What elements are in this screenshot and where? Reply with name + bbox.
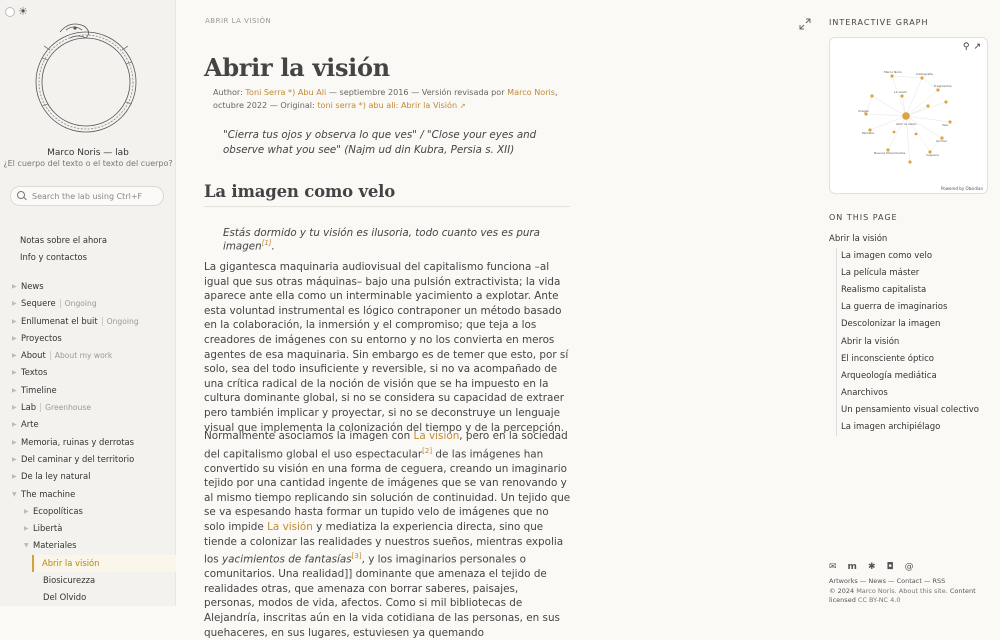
graph-label: Ceguera <box>926 153 939 157</box>
p2-italic: yacimientos de fantasías <box>221 553 352 566</box>
quote-text: Estás dormido y tu visión es ilusoria, todo cuanto ves es pura imagen <box>223 227 540 253</box>
tree-label: Textos <box>21 367 48 378</box>
theme-toggle[interactable] <box>5 6 31 18</box>
tree-tag: About my work <box>50 351 113 360</box>
toc-item[interactable]: Abrir la visión <box>841 336 900 347</box>
section-heading: La imagen como velo <box>204 182 396 201</box>
tree-tag: Ongoing <box>60 299 97 308</box>
site-subtitle: ¿El cuerpo del texto o el texto del cuerpo? <box>3 159 173 168</box>
graph-label: Fragmentos <box>934 84 952 88</box>
graph-label: Archivo <box>936 139 948 143</box>
graph-label: Marco Noris <box>884 70 902 74</box>
original-link[interactable]: toni serra *) abu ali: Abrir la Visión <box>317 100 458 110</box>
external-link-icon: ↗ <box>459 102 466 110</box>
nav-link-info[interactable]: Info y contactos <box>20 252 87 262</box>
graph-label: Abrir la visión <box>896 122 917 126</box>
tree-item-ecopoliticas[interactable] <box>0 503 176 520</box>
tree-item-del-olvido[interactable] <box>0 589 176 606</box>
tree-label: News <box>21 281 44 291</box>
search-icon <box>17 191 27 201</box>
chevron-right-icon: ▶ <box>12 455 17 463</box>
graph-global-icon[interactable]: ⚲ <box>962 42 970 52</box>
graph-label: Velo <box>942 123 949 127</box>
nav-link-notas[interactable]: Notas sobre el ahora <box>20 235 107 245</box>
internal-link[interactable]: La visión <box>413 430 460 442</box>
toc-item[interactable]: La imagen como velo <box>841 251 933 262</box>
threads-icon[interactable]: @ <box>904 562 914 572</box>
license-text: Content licensed <box>829 587 976 604</box>
footnote-ref[interactable]: [2] <box>422 446 433 455</box>
tree-item-materiales[interactable] <box>0 537 176 554</box>
author-link[interactable]: Toni Serra *) Abu Ali <box>245 87 327 97</box>
tree-label: Del Olvido <box>43 592 87 603</box>
toc-item[interactable]: Anarchivos <box>841 387 888 398</box>
toc-sublist <box>836 248 994 436</box>
tree-item-timeline[interactable] <box>0 382 176 399</box>
toc-heading: ON THIS PAGE <box>829 213 898 222</box>
p2-text: Normalmente asociamos la imagen con <box>204 430 411 442</box>
tree-item-machine[interactable] <box>0 486 176 503</box>
footer-about[interactable]: . About this site. <box>894 587 948 595</box>
section-quote: Estás dormido y tu visión es ilusoria, todo cuanto ves es pura imagen[1]. <box>223 227 540 253</box>
tree-label: Arte <box>21 419 39 430</box>
heading-divider <box>204 206 570 207</box>
graph-label: Imagen <box>858 109 870 113</box>
interactive-graph[interactable] <box>829 37 988 194</box>
p2-text: , pero en la sociedad del capitalismo global el uso espectacular <box>204 430 568 461</box>
chevron-right-icon: ▶ <box>12 404 17 412</box>
article-meta <box>213 86 583 113</box>
graph-tools <box>963 42 981 52</box>
chevron-right-icon: ▶ <box>12 438 17 446</box>
graph-label: Nuevos Movimientos <box>874 151 906 155</box>
mastodon-icon[interactable]: m <box>847 562 857 572</box>
tree-label: Memoria, ruinas y derrotas <box>21 436 134 447</box>
chevron-right-icon: ▶ <box>24 525 29 533</box>
tree-item-lab[interactable] <box>0 399 176 416</box>
chevron-right-icon: ▶ <box>24 507 29 515</box>
page-title: Abrir la visión <box>204 53 390 82</box>
tree-label: Lab <box>21 402 37 413</box>
chevron-down-icon: ▼ <box>24 542 29 550</box>
toc-item-root[interactable]: Abrir la visión <box>829 234 888 244</box>
footer-links[interactable]: Artworks — News — Contact — RSS <box>829 577 946 585</box>
tree-label: Abrir la visión <box>42 557 100 568</box>
table-of-contents <box>829 231 994 436</box>
graph-heading: INTERACTIVE GRAPH <box>829 18 929 27</box>
footer-copyright <box>829 587 994 604</box>
instagram-icon[interactable]: ◘ <box>886 562 894 572</box>
tree-tag: Greenhouse <box>40 403 91 412</box>
tree-label: Enllumenat el buit <box>21 315 98 326</box>
graph-node-current <box>902 112 910 120</box>
tree-label: Sequere <box>21 298 56 309</box>
footer-author[interactable]: Marco Noris <box>856 587 895 595</box>
date-text: — septiembre 2016 — Versión revisada por <box>328 87 505 97</box>
p2-text: y mediatiza la experiencia directa, sino que tiende a colonizar las realidades y nuestros sueños, mientras expolia los <box>204 521 564 566</box>
tree-item-caminar[interactable] <box>0 451 176 468</box>
copyright-text: © 2024 <box>829 587 855 595</box>
tree-tag: Ongoing <box>102 317 139 326</box>
graph-canvas[interactable] <box>830 38 989 195</box>
graph-label: La visión <box>894 90 908 94</box>
tree-label: Ecopolíticas <box>33 505 83 516</box>
graph-expand-icon[interactable]: ↗ <box>973 42 981 52</box>
mail-icon[interactable]: ✉ <box>829 562 837 572</box>
paragraph-2 <box>204 429 572 640</box>
tree-item-liberta[interactable] <box>0 520 176 537</box>
chevron-right-icon: ▶ <box>12 369 17 377</box>
graph-label: Pantalla <box>862 131 874 135</box>
tree-item-enllumenat[interactable] <box>0 313 176 330</box>
toggle-dot <box>5 7 15 17</box>
tree-item-biosicurezza[interactable] <box>0 572 176 589</box>
search-input[interactable] <box>32 192 162 201</box>
tree-item-about[interactable] <box>0 347 176 364</box>
toc-item[interactable]: La guerra de imaginarios <box>841 302 948 313</box>
chevron-right-icon: ▶ <box>12 300 17 308</box>
search-box[interactable] <box>10 186 164 206</box>
social-icons <box>829 560 994 574</box>
tree-item-memoria[interactable] <box>0 434 176 451</box>
tree-item-proyectos[interactable] <box>0 330 176 347</box>
article <box>177 0 817 639</box>
tree-label: De la ley natural <box>21 471 91 482</box>
tree-label: Materiales <box>33 540 77 551</box>
tree-label: About <box>21 350 46 361</box>
asterisk-icon[interactable]: ✱ <box>867 562 876 572</box>
right-panel <box>829 0 1000 606</box>
footnote-ref[interactable]: [3] <box>351 552 362 561</box>
chevron-right-icon: ▶ <box>12 473 17 481</box>
chevron-right-icon: ▶ <box>12 352 17 360</box>
chevron-right-icon: ▶ <box>12 283 17 290</box>
license-link[interactable]: CC BY-NC 4.0 <box>857 595 901 604</box>
ouroboros-logo[interactable] <box>30 20 142 138</box>
sun-icon: ☀ <box>18 5 28 18</box>
toc-item[interactable]: La película máster <box>841 268 920 279</box>
chevron-right-icon: ▶ <box>12 386 17 394</box>
chevron-right-icon: ▶ <box>12 421 17 429</box>
toc-item[interactable]: Un pensamiento visual colectivo <box>841 404 979 415</box>
expand-icon[interactable] <box>799 18 811 30</box>
tree-label: The machine <box>21 488 76 499</box>
sidebar-nav <box>0 232 176 607</box>
tree-label: Proyectos <box>21 332 62 343</box>
site-title[interactable]: Marco Noris — lab <box>47 148 129 158</box>
toc-item[interactable]: Descolonizar la imagen <box>841 319 941 330</box>
paragraph-1: La gigantesca maquinaria audiovisual del capitalismo funciona –al igual que sus otras máquinas– bajo una pulsión extractivista; la vida aparece ante ella como un interminable yacimiento a explotar. Ante esta voluntad instrumental es lógico contraponer un método basado en la colaboración, la inmersión y el compromiso; que teja a los creadores de imágenes con su entorno y no los convierta en meros agentes de esa maquinaria. Sin embargo es de temer que esto, por sí solo, sea del todo insuficiente y reversible, si no va acompañado de una crítica radical de la noción de visión que se ha impuesto en la cultura dominante global, si no se considera su capacidad de extraer pero también implicar y proyectar, si no se deconstruye un lenguaje visual que implementa la colonización del tiempo y de la percepción. <box>204 261 569 434</box>
tree-label: Timeline <box>21 384 57 395</box>
p2-text: de las imágenes han convertido su visión en una forma de ceguera, creando un imaginario tejido por una cantidad ingente de imágenes que se van renovando y al mismo tiempo replicando sin solución de continuidad. Un tejido que se va espesando hasta formar un tupido velo de imágenes que no solo impide <box>204 448 571 534</box>
toc-item[interactable]: El inconsciente óptico <box>841 353 934 364</box>
toc-item[interactable]: La imagen archipiélago <box>841 422 941 433</box>
reviser-link[interactable]: Marco Noris <box>507 87 556 97</box>
sidebar <box>0 0 176 606</box>
chevron-down-icon: ▼ <box>12 490 17 498</box>
toc-item[interactable]: Realismo capitalista <box>841 285 927 296</box>
toc-item[interactable]: Arqueología mediática <box>841 370 937 381</box>
chevron-right-icon: ▶ <box>12 334 17 342</box>
graph-credit: Powered by Obsidian <box>941 186 983 191</box>
tree-item-textos[interactable] <box>0 364 176 381</box>
tree-label: Libertà <box>33 523 63 534</box>
graph-label: Cartografía <box>916 72 933 76</box>
breadcrumb[interactable]: ABRIR LA VISIÓN <box>205 17 272 25</box>
tree-item-abrir-la-vision[interactable] <box>32 555 176 572</box>
tree-item-news[interactable] <box>0 278 176 295</box>
epigraph-quote: "Cierra tus ojos y observa lo que ves" / "Close your eyes and observe what you see" (Najm ud din Kubra, Persia s. XII) <box>223 129 537 156</box>
author-label: Author: <box>213 87 243 97</box>
footer <box>829 560 994 604</box>
tree-item-sequere[interactable] <box>0 295 176 312</box>
tree-item-arte[interactable] <box>0 416 176 433</box>
chevron-right-icon: ▶ <box>12 317 17 325</box>
tree-item-ley[interactable] <box>0 468 176 485</box>
tree-label: Biosicurezza <box>43 575 96 586</box>
p2-text: , y los imaginarios personales o comunitarios. Una realidad]] dominante que amenaza el tejido de realidades otras, que amenaza con borrar saberes, paisajes, personas, modos de vida, afectos. Como si mil bibliotecas de Alejandría, inscritas aún en la vida cotidiana de las personas, en sus quehaceres, en sus lugares, estuviesen ya quemando <box>204 553 560 639</box>
internal-link[interactable]: La visión <box>267 521 313 534</box>
tree-label: Del caminar y del territorio <box>21 453 135 464</box>
footnote-ref[interactable]: [1] <box>261 239 272 247</box>
date2-text: , octubre 2022 — Original: <box>213 87 558 110</box>
